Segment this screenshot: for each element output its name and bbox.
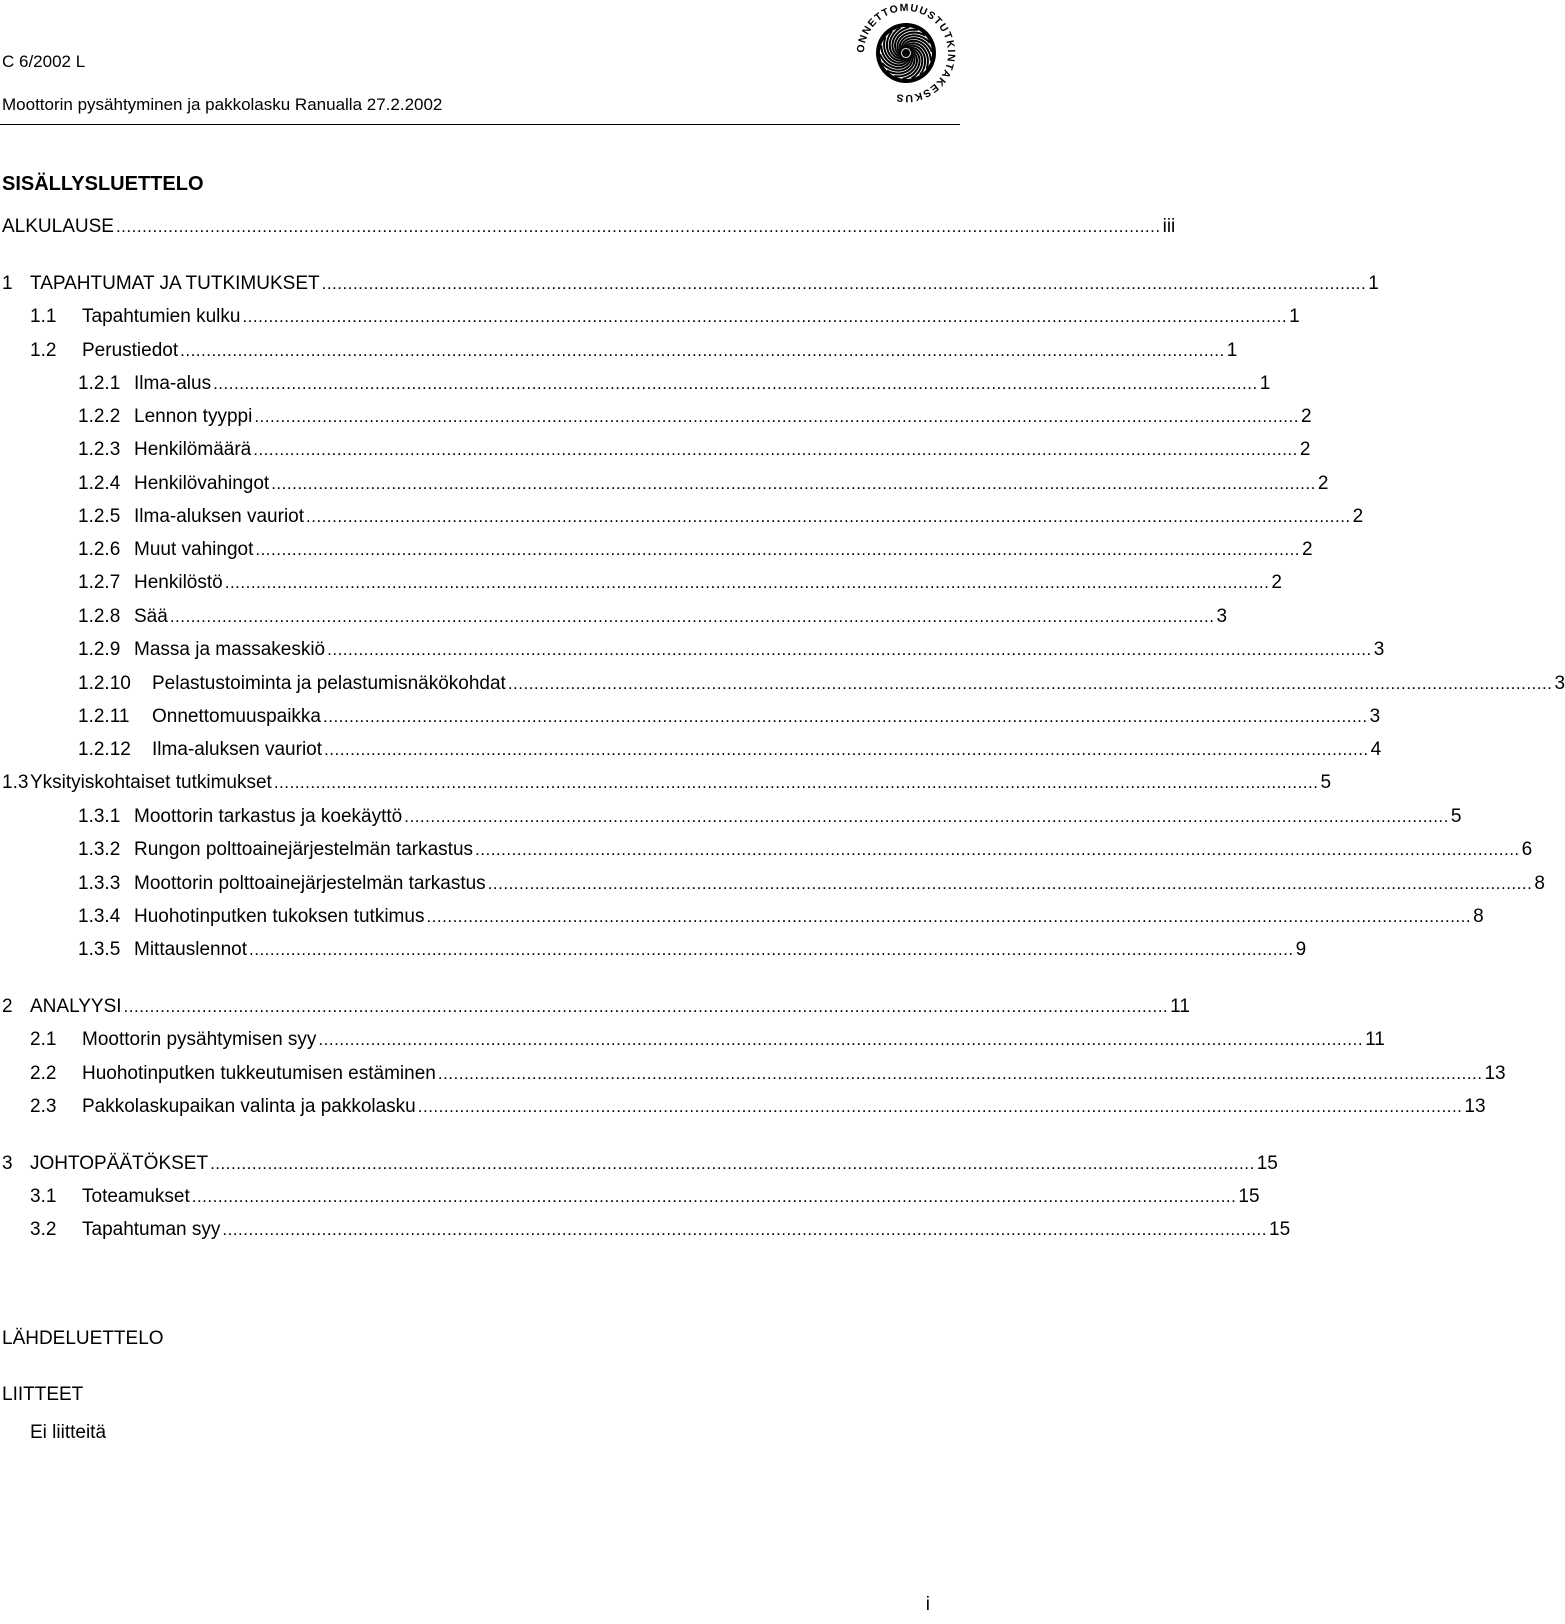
toc-entry-label: Toteamukset [82,1186,190,1207]
toc-entry[interactable] [0,1095,1486,1119]
toc-entry-label: Huohotinputken tukkeutumisen estäminen [82,1063,436,1084]
toc-entry-label: Perustiedot [82,340,179,361]
toc-entry[interactable] [0,672,1565,696]
toc-entry-label: Muut vahingot [134,539,254,560]
toc-entry-label: Sää [134,606,168,627]
toc-entry-page: 15 [1238,1186,1260,1207]
toc-entry-label: Henkilövahingot [134,473,270,494]
toc-entry-page: iii [1162,216,1176,237]
toc-dot-leader: ........................................................................................................................................................................................................ [210,1154,1255,1173]
toc-entry-page: 1 [1289,306,1300,327]
toc-entry-page: 2 [1271,572,1282,593]
toc-heading: SISÄLLYSLUETTELO [2,173,204,195]
toc-entry-number: 1.3.1 [78,806,121,827]
toc-entry-number: 1.2.9 [78,639,121,660]
toc-entry[interactable] [0,215,1176,239]
header-rule [0,124,960,125]
toc-entry[interactable] [0,771,1332,795]
toc-entry[interactable] [0,838,1533,862]
toc-entry[interactable] [0,272,1379,296]
toc-entry-label: ANALYYSI [30,996,122,1017]
toc-entry-page: 2 [1299,439,1311,460]
toc-entry[interactable] [0,1185,1260,1209]
toc-entry-label: Henkilöstö [134,572,223,593]
toc-entry-label: Rungon polttoainejärjestelmän tarkastus [134,839,474,860]
toc-entry[interactable] [0,571,1282,595]
toc-dot-leader: ........................................................................................................................................................................................................ [242,307,1288,326]
page-number: i [925,1594,930,1615]
toc-entry-number: 3 [2,1153,13,1174]
toc-entry-number: 1.1 [30,306,57,327]
toc-entry-page: 2 [1352,506,1364,527]
toc-entry-page: 1 [1368,273,1379,294]
toc-entry[interactable] [0,538,1313,562]
report-code: C 6/2002 L [2,52,86,71]
toc-entry[interactable] [0,305,1300,329]
toc-entry-number: 1.2.11 [78,706,130,727]
toc-entry-label: JOHTOPÄÄTÖKSET [30,1153,209,1174]
toc-entry[interactable] [0,1152,1278,1176]
toc-entry[interactable] [0,372,1271,396]
toc-entry-label: Pakkolaskupaikan valinta ja pakkolasku [82,1096,416,1117]
toc-entry[interactable] [0,905,1484,929]
toc-entry[interactable] [0,438,1311,462]
toc-entry-number: 1.3.5 [78,939,121,960]
toc-entry-page: 8 [1473,906,1484,927]
toc-entry-label: Tapahtuman syy [82,1219,221,1240]
toc-entry-page: 2 [1302,539,1313,560]
toc-entry-label: ALKULAUSE [2,216,114,237]
toc-dot-leader: ........................................................................................................................................................................................................ [213,374,1258,393]
toc-entry[interactable] [0,1218,1291,1242]
toc-entry[interactable] [0,805,1462,829]
toc-dot-leader: ........................................................................................................................................................................................................ [417,1097,1463,1116]
toc-entry-label: Ilma-alus [134,373,212,394]
toc-entry-number: 3.2 [30,1219,57,1240]
toc-entry-page: 3 [1373,639,1385,660]
toc-entry-label: Onnettomuuspaikka [152,706,321,727]
toc-entry-number: 1.2.12 [78,739,131,760]
toc-entry[interactable] [0,405,1312,429]
toc-entry-number: 2.1 [30,1029,57,1050]
toc-entry[interactable] [0,638,1385,662]
toc-dot-leader: ........................................................................................................................................................................................................ [306,507,1351,526]
toc-entry-label: Moottorin pysähtymisen syy [82,1029,317,1050]
toc-entry[interactable] [0,872,1545,896]
toc-entry-number: 1.3 [2,772,29,793]
toc-entry-page: 3 [1554,673,1565,694]
references-heading: LÄHDELUETTELO [2,1328,164,1349]
toc-entry-page: 1 [1226,340,1238,361]
toc-entry[interactable] [0,505,1364,529]
toc-dot-leader: ........................................................................................................................................................................................................ [404,807,1449,826]
toc-entry-label: TAPAHTUMAT JA TUTKIMUKSET [30,273,320,294]
toc-dot-leader: ........................................................................................................................................................................................................ [224,573,1270,592]
toc-entry[interactable] [0,339,1238,363]
toc-dot-leader: ........................................................................................................................................................................................................ [426,907,1472,926]
toc-entry[interactable] [0,995,1190,1019]
toc-dot-leader: ........................................................................................................................................................................................................ [180,341,1225,360]
toc-entry-label: Yksityiskohtaiset tutkimukset [30,772,272,793]
toc-dot-leader: ........................................................................................................................................................................................................ [115,217,1161,236]
toc-dot-leader: ........................................................................................................................................................................................................ [323,707,1368,726]
toc-entry-page: 15 [1256,1153,1278,1174]
toc-entry-number: 2.3 [30,1096,57,1117]
toc-entry-label: Lennon tyyppi [134,406,253,427]
toc-dot-leader: ........................................................................................................................................................................................................ [475,840,1520,859]
toc-entry-page: 5 [1320,772,1332,793]
toc-entry-number: 1.2.10 [78,673,131,694]
toc-dot-leader: ........................................................................................................................................................................................................ [321,274,1367,293]
report-title: Moottorin pysähtyminen ja pakkolasku Ranualla 27.2.2002 [2,95,443,114]
toc-dot-leader: ........................................................................................................................................................................................................ [271,474,1316,493]
toc-entry-page: 4 [1370,739,1382,760]
toc-dot-leader: ........................................................................................................................................................................................................ [249,940,1294,959]
toc-entry-page: 9 [1295,939,1307,960]
toc-entry[interactable] [0,472,1329,496]
toc-dot-leader: ........................................................................................................................................................................................................ [169,607,1215,626]
toc-entry-page: 8 [1534,873,1545,894]
toc-entry-number: 1.3.3 [78,873,121,894]
toc-entry-number: 1.2.7 [78,572,121,593]
toc-entry-number: 1.3.2 [78,839,121,860]
toc-entry-label: Henkilömäärä [134,439,252,460]
toc-entry-number: 1.2 [30,340,57,361]
toc-entry-number: 2 [2,996,13,1017]
toc-entry-number: 1.2.6 [78,539,121,560]
onnettomuustutkintakeskus-logo [853,0,959,106]
toc-entry-number: 1.2.4 [78,473,121,494]
toc-entry-page: 13 [1464,1096,1486,1117]
toc-entry-number: 2.2 [30,1063,57,1084]
toc-dot-leader: ........................................................................................................................................................................................................ [487,874,1533,893]
toc-entry-number: 1.2.5 [78,506,121,527]
page-header [0,0,960,126]
toc-dot-leader: ........................................................................................................................................................................................................ [253,440,1298,459]
toc-entry-page: 6 [1521,839,1533,860]
toc-entry-page: 5 [1450,806,1462,827]
toc-dot-leader: ........................................................................................................................................................................................................ [507,674,1553,693]
toc-entry-label: Moottorin tarkastus ja koekäyttö [134,806,403,827]
toc-entry-label: Ilma-aluksen vauriot [134,506,305,527]
toc-entry-label: Huohotinputken tukoksen tutkimus [134,906,425,927]
toc-entry-page: 3 [1369,706,1381,727]
toc-dot-leader: ........................................................................................................................................................................................................ [222,1220,1267,1239]
toc-entry-page: 3 [1216,606,1228,627]
toc-entry-label: Massa ja massakeskiö [134,639,326,660]
appendices-heading: LIITTEET [2,1384,84,1405]
toc-entry-page: 13 [1484,1063,1506,1084]
toc-entry[interactable] [0,1028,1385,1052]
toc-entry-number: 1.2.2 [78,406,121,427]
toc-entry-number: 1.3.4 [78,906,121,927]
toc-entry-number: 3.1 [30,1186,57,1207]
toc-entry-page: 11 [1170,996,1190,1017]
toc-entry-label: Ilma-aluksen vauriot [152,739,323,760]
toc-dot-leader: ........................................................................................................................................................................................................ [318,1030,1364,1049]
toc-dot-leader: ........................................................................................................................................................................................................ [254,407,1299,426]
toc-entry-number: 1.2.8 [78,606,121,627]
toc-entry-page: 15 [1269,1219,1291,1240]
toc-entry-number: 1.2.3 [78,439,121,460]
toc-entry-page: 2 [1317,473,1329,494]
toc-entry-number: 1.2.1 [78,373,121,394]
toc-entry-page: 1 [1259,373,1271,394]
toc-dot-leader: ........................................................................................................................................................................................................ [273,773,1319,792]
toc-entry-page: 11 [1365,1029,1385,1050]
toc-entry-page: 2 [1300,406,1312,427]
toc-dot-leader: ........................................................................................................................................................................................................ [191,1187,1237,1206]
toc-entry-label: Pelastustoiminta ja pelastumisnäkökohdat [152,673,506,694]
toc-entry-label: Mittauslennot [134,939,248,960]
toc-entry[interactable] [0,705,1381,729]
toc-entry-label: Moottorin polttoainejärjestelmän tarkastus [134,873,486,894]
logo-text: ONNETTOMUUSTUTKINTAKESKUS [854,1,958,105]
toc-entry[interactable] [0,738,1382,762]
toc-entry[interactable] [0,1062,1506,1086]
toc-dot-leader: ........................................................................................................................................................................................................ [255,540,1300,559]
appendices-note: Ei liitteitä [30,1422,107,1443]
toc-entry-number: 1 [2,273,13,294]
toc-dot-leader: ........................................................................................................................................................................................................ [327,640,1372,659]
toc-entry[interactable] [0,605,1228,629]
toc-dot-leader: ........................................................................................................................................................................................................ [324,740,1369,759]
toc-entry-label: Tapahtumien kulku [82,306,241,327]
toc-dot-leader: ........................................................................................................................................................................................................ [123,997,1169,1016]
toc-entry[interactable] [0,938,1307,962]
toc-dot-leader: ........................................................................................................................................................................................................ [437,1064,1483,1083]
